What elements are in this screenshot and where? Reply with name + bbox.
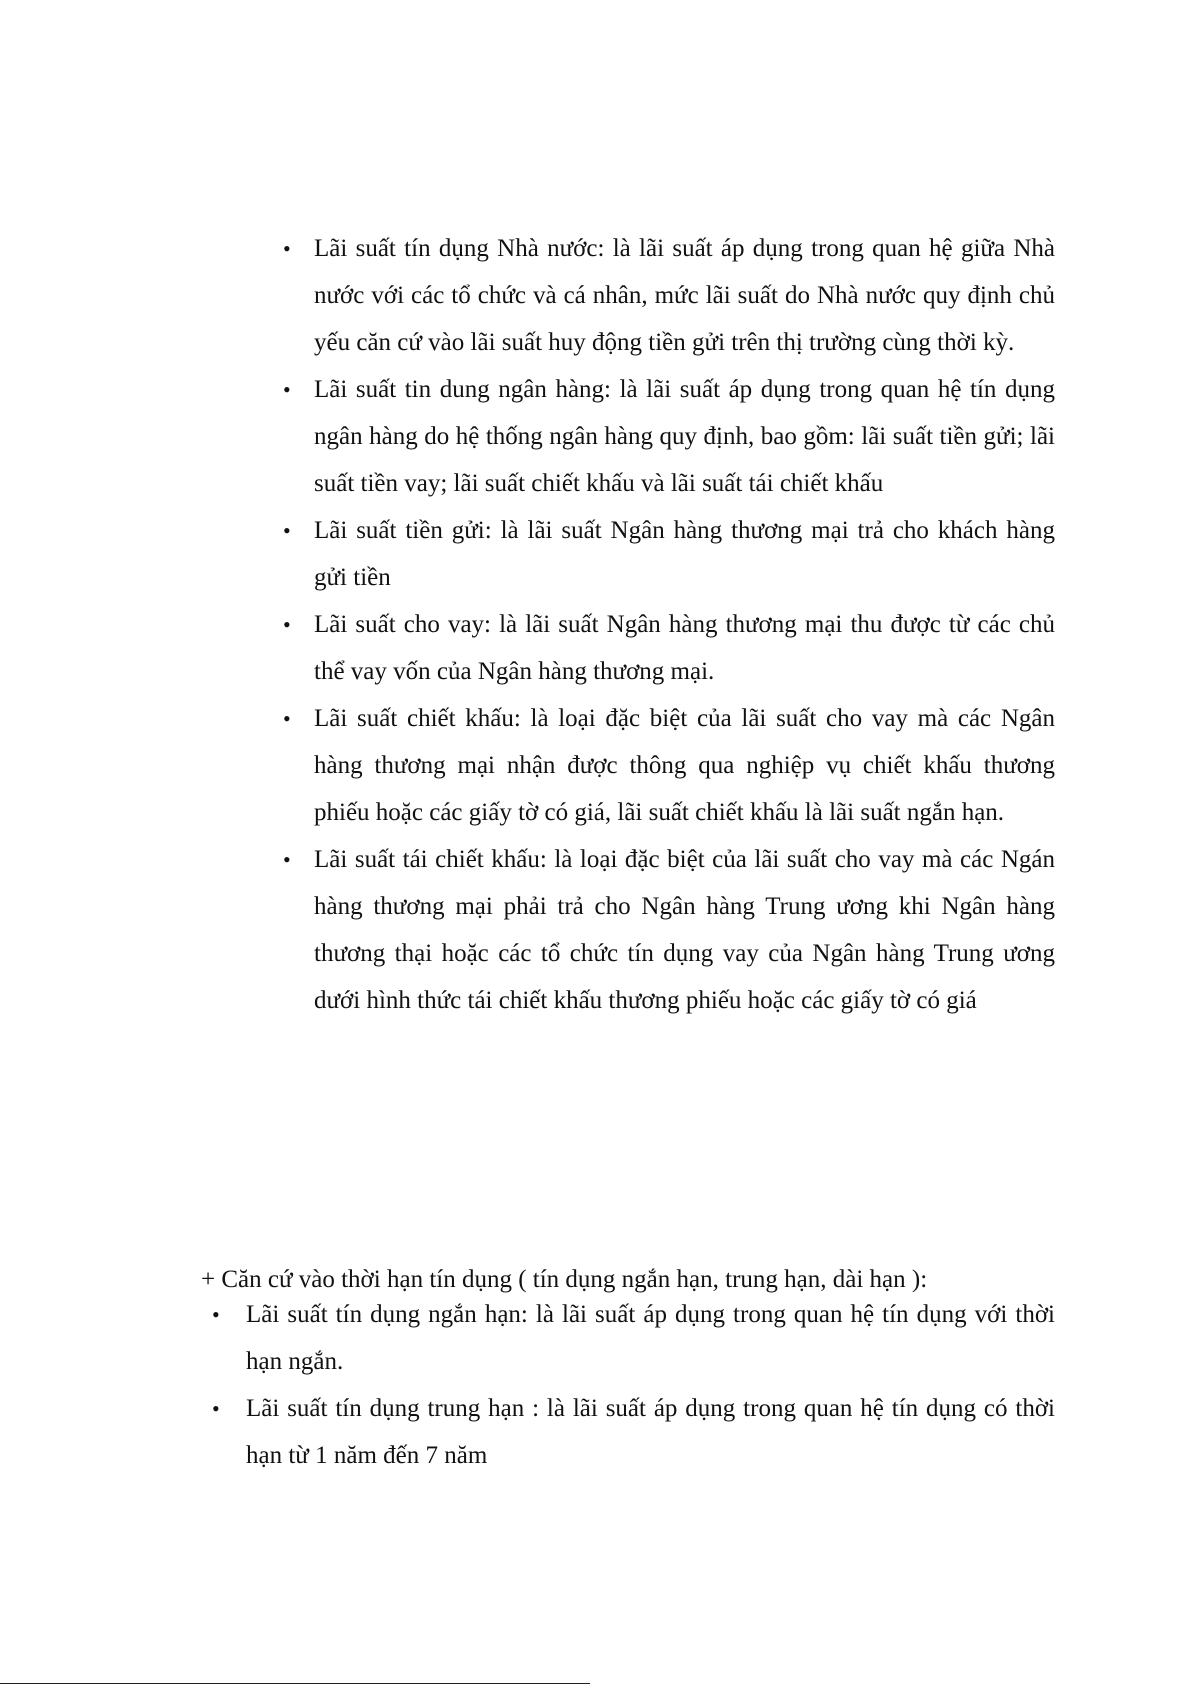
bullet-icon: • <box>212 1302 220 1327</box>
list-item <box>283 601 1055 695</box>
bullet-icon: • <box>283 377 291 402</box>
section-heading-by-term: + Căn cứ vào thời hạn tín dụng ( tín dụng ngắn hạn, trung hạn, dài hạn ): <box>201 1266 928 1293</box>
bullet-icon: • <box>283 706 291 731</box>
bullet-icon: • <box>283 847 291 872</box>
list-item-text: Lãi suất tín dụng Nhà nước: là lãi suất áp dụng trong quan hệ giữa Nhà nước với các tổ chức và cá nhân, mức lãi suất do Nhà nước quy định chủ yếu căn cứ vào lãi suất huy động tiền gửi trên thị trường cùng thời kỳ. <box>314 235 1055 356</box>
list-item <box>283 836 1055 1024</box>
bullet-icon: • <box>212 1396 220 1421</box>
list-item-text: Lãi suất tiền gửi: là lãi suất Ngân hàng thương mại trả cho khách hàng gửi tiền <box>314 517 1055 591</box>
list-item <box>283 225 1055 366</box>
footnote-separator <box>0 1683 590 1684</box>
bullet-icon: • <box>283 518 291 543</box>
list-item-text: Lãi suất tín dụng ngắn hạn: là lãi suất áp dụng trong quan hệ tín dụng với thời hạn ngắn. <box>246 1301 1055 1375</box>
list-item-text: Lãi suất tin dung ngân hàng: là lãi suất áp dụng trong quan hệ tín dụng ngân hàng do hệ thống ngân hàng quy định, bao gồm: lãi suất tiền gửi; lãi suất tiền vay; lãi suất chiết khấu và lãi suất tái chiết khấu <box>314 376 1055 497</box>
list-item <box>212 1385 1055 1479</box>
list-item-text: Lãi suất tín dụng trung hạn : là lãi suất áp dụng trong quan hệ tín dụng có thời hạn từ 1 năm đến 7 năm <box>246 1395 1055 1469</box>
bullet-icon: • <box>283 236 291 261</box>
bullet-icon: • <box>283 612 291 637</box>
list-item-text: Lãi suất cho vay: là lãi suất Ngân hàng thương mại thu được từ các chủ thể vay vốn của Ngân hàng thương mại. <box>314 611 1055 685</box>
list-item <box>283 366 1055 507</box>
list-item <box>212 1291 1055 1385</box>
list-item-text: Lãi suất tái chiết khấu: là loại đặc biệt của lãi suất cho vay mà các Ngán hàng thương mại phải trả cho Ngân hàng Trung ương khi Ngân hàng thương thại hoặc các tổ chức tín dụng vay của Ngân hàng Trung ương dưới hình thức tái chiết khấu thương phiếu hoặc các giấy tờ có giá <box>314 846 1055 1014</box>
list-item <box>283 507 1055 601</box>
list-item <box>283 695 1055 836</box>
interest-rate-list-by-term <box>212 1291 1055 1479</box>
interest-rate-list-by-subject <box>283 225 1055 1024</box>
list-item-text: Lãi suất chiết khấu: là loại đặc biệt của lãi suất cho vay mà các Ngân hàng thương mại nhận được thông qua nghiệp vụ chiết khấu thương phiếu hoặc các giấy tờ có giá, lãi suất chiết khấu là lãi suất ngắn hạn. <box>314 705 1055 826</box>
